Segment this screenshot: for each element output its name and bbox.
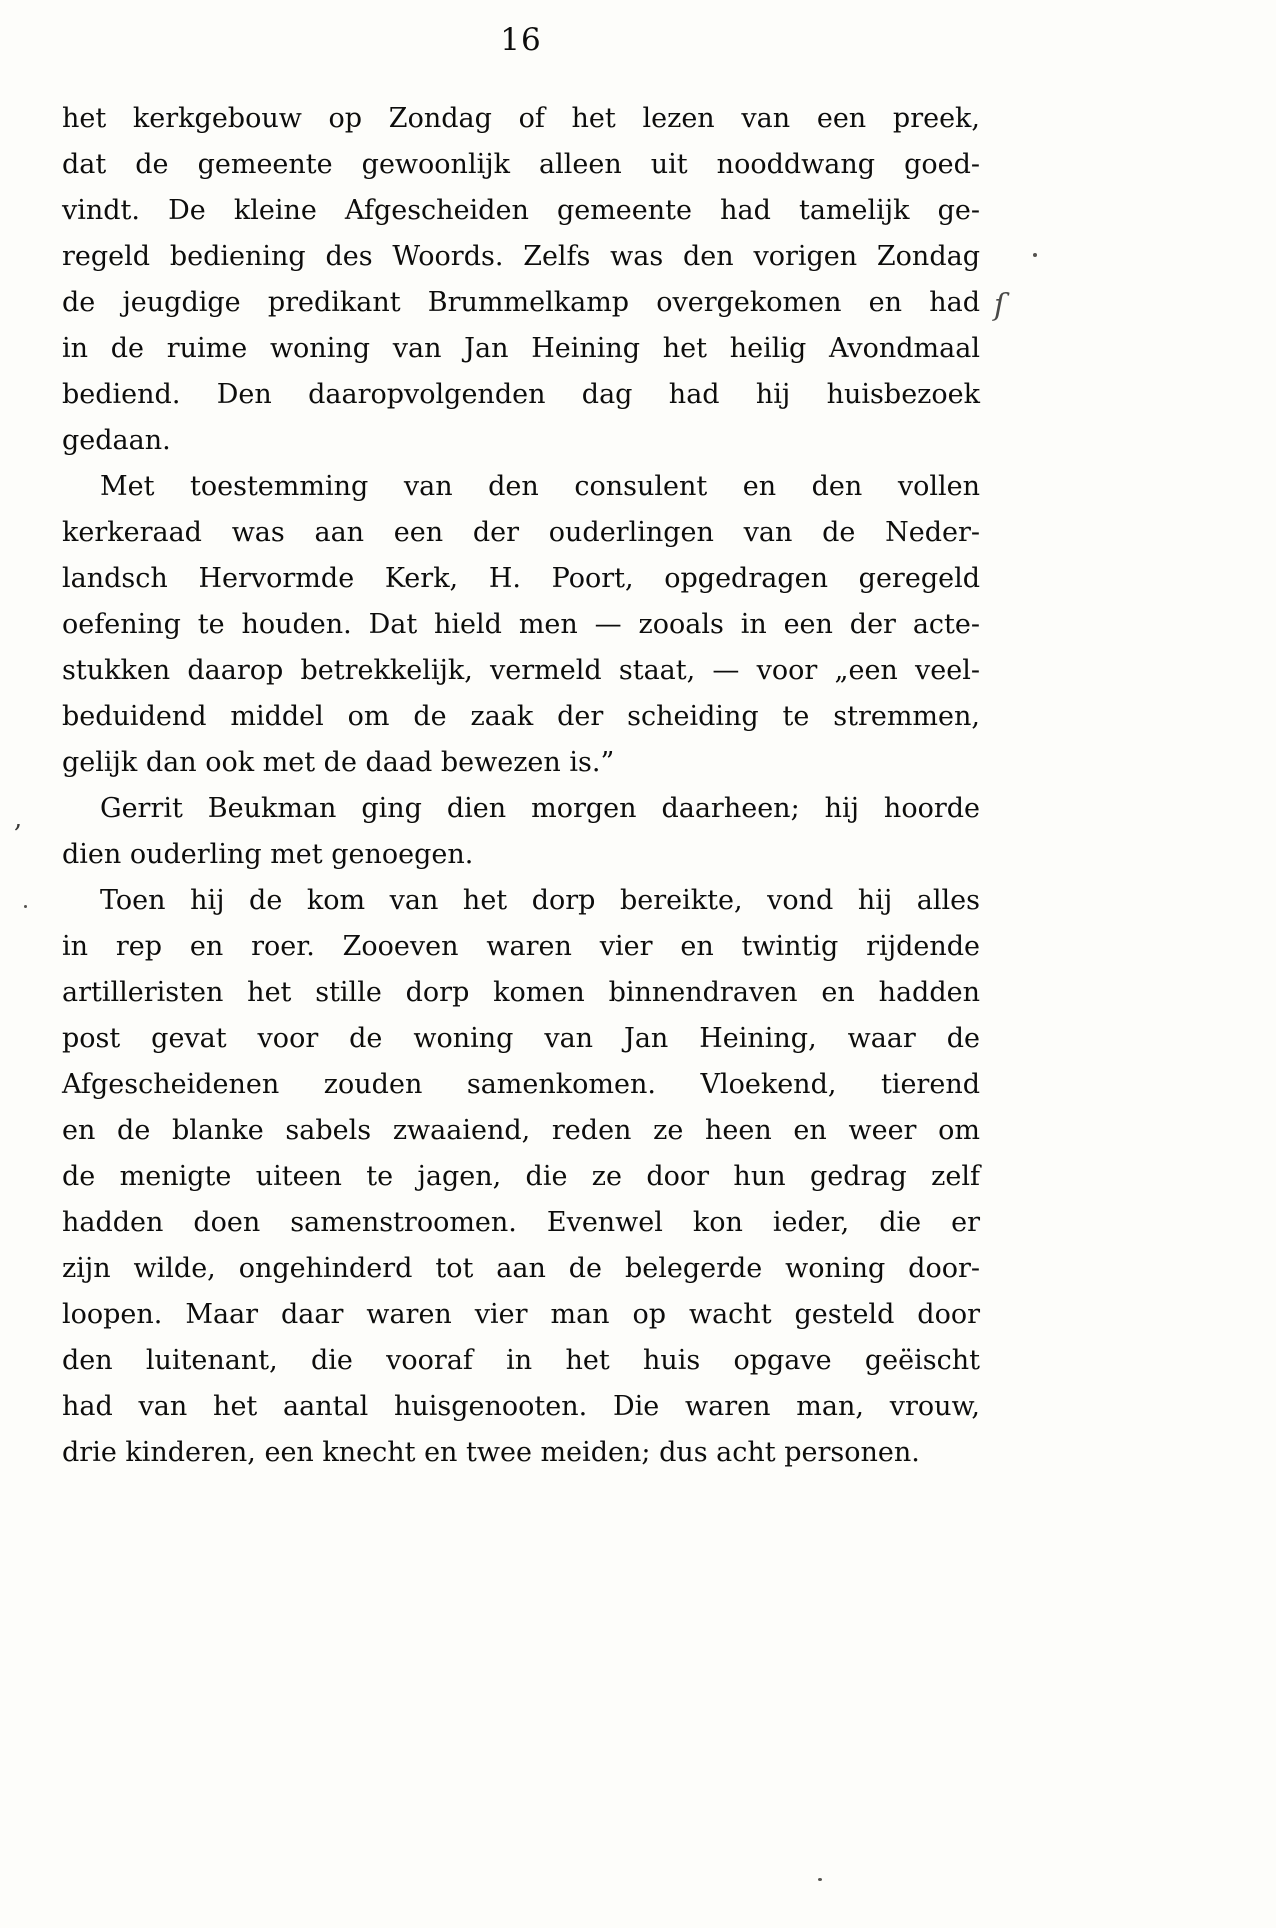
text-line: Afgescheidenen zouden samenkomen. Vloekend, tierend — [62, 1069, 980, 1100]
text-line: landsch Hervormde Kerk, H. Poort, opgedragen geregeld — [62, 563, 980, 594]
text-line: de jeugdige predikant Brummelkamp overgekomen en had — [62, 287, 980, 318]
text-line: post gevat voor de woning van Jan Heining, waar de — [62, 1023, 980, 1054]
scan-speck — [818, 1878, 822, 1881]
page-number: 16 — [500, 22, 542, 58]
text-line: gelijk dan ook met de daad bewezen is.” — [62, 747, 615, 778]
text-line: Gerrit Beukman ging dien morgen daarheen; hij hoorde — [100, 793, 980, 824]
text-line: Toen hij de kom van het dorp bereikte, vond hij alles — [100, 885, 980, 916]
scan-speck — [24, 905, 27, 908]
text-line: dat de gemeente gewoonlijk alleen uit nooddwang goed- — [62, 149, 980, 180]
text-line: gedaan. — [62, 425, 171, 456]
text-line: kerkeraad was aan een der ouderlingen van de Neder- — [62, 517, 980, 548]
text-line: het kerkgebouw op Zondag of het lezen van een preek, — [62, 103, 980, 134]
text-line: dien ouderling met genoegen. — [62, 839, 474, 870]
text-line: den luitenant, die vooraf in het huis opgave geëischt — [62, 1345, 980, 1376]
text-line: hadden doen samenstroomen. Evenwel kon ieder, die er — [62, 1207, 980, 1238]
text-line: stukken daarop betrekkelijk, vermeld staat, — voor „een veel- — [62, 655, 980, 686]
text-line: in de ruime woning van Jan Heining het heilig Avondmaal — [62, 333, 980, 364]
text-line: regeld bediening des Woords. Zelfs was den vorigen Zondag — [62, 241, 980, 272]
left-margin-mark: , — [14, 804, 23, 834]
text-line: de menigte uiteen te jagen, die ze door hun gedrag zelf — [62, 1161, 980, 1192]
text-block — [62, 96, 980, 1476]
text-line: en de blanke sabels zwaaiend, reden ze heen en weer om — [62, 1115, 980, 1146]
text-line: loopen. Maar daar waren vier man op wacht gesteld door — [62, 1299, 980, 1330]
handwritten-margin-mark: ſ — [994, 288, 1006, 323]
scan-speck — [1033, 253, 1037, 257]
text-line: Met toestemming van den consulent en den vollen — [100, 471, 980, 502]
text-line: in rep en roer. Zooeven waren vier en twintig rijdende — [62, 931, 980, 962]
text-line: bediend. Den daaropvolgenden dag had hij huisbezoek — [62, 379, 980, 410]
text-line: oefening te houden. Dat hield men — zooals in een der acte- — [62, 609, 980, 640]
text-line: artilleristen het stille dorp komen binnendraven en hadden — [62, 977, 980, 1008]
text-line: vindt. De kleine Afgescheiden gemeente had tamelijk ge- — [62, 195, 980, 226]
text-line: had van het aantal huisgenooten. Die waren man, vrouw, — [62, 1391, 980, 1422]
text-line: beduidend middel om de zaak der scheiding te stremmen, — [62, 701, 980, 732]
text-line: zijn wilde, ongehinderd tot aan de belegerde woning door- — [62, 1253, 980, 1284]
text-line: drie kinderen, een knecht en twee meiden; dus acht personen. — [62, 1437, 920, 1468]
